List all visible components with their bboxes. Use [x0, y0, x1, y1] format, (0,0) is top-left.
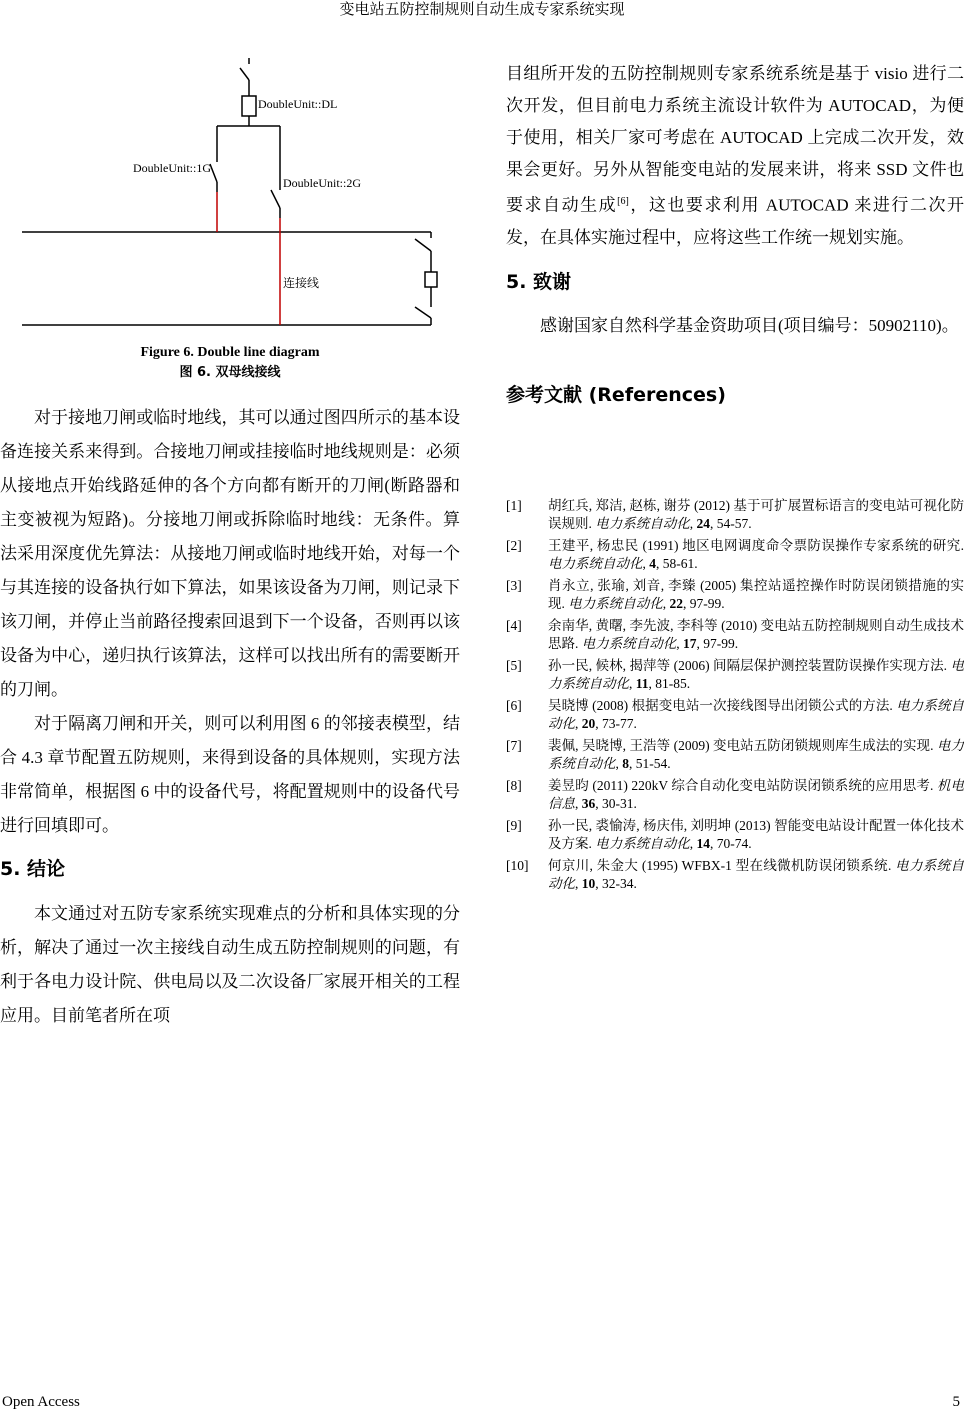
volume: 4	[649, 555, 656, 571]
reference-number: [6]	[506, 698, 522, 713]
breaker-bus-tie	[425, 272, 437, 287]
reference-item: [4] 余南华, 黄曙, 李先波, 李科等 (2010) 变电站五防控制规则自动生成技术思路. 电力系统自动化, 17, 97-99.	[506, 618, 964, 651]
figure-caption-zh: 图 6. 双母线接线	[179, 365, 281, 380]
volume: 14	[696, 835, 710, 851]
citation: [6]	[617, 196, 629, 207]
reference-item: [6] 吴晓博 (2008) 根据变电站一次接线图导出闭锁公式的方法. 电力系统自动化, 20, 73-77.	[506, 698, 964, 731]
reference-item: [7] 裴佩, 吴晓博, 王浩等 (2009) 变电站五防闭锁规则库生成法的实现. 电力系统自动化, 8, 51-54.	[506, 738, 964, 771]
label-2g: DoubleUnit::2G	[283, 176, 361, 190]
footer-open-access: Open Access	[2, 1394, 80, 1410]
volume: 8	[622, 755, 629, 771]
switch-top	[240, 68, 249, 80]
volume: 36	[581, 795, 596, 811]
reference-number: [3]	[506, 578, 522, 593]
label-link: 连接线	[283, 276, 320, 290]
reference-number: [8]	[506, 778, 522, 793]
running-header: 变电站五防控制规则自动生成专家系统实现	[339, 2, 625, 18]
journal: 电力系统自动化	[548, 658, 964, 691]
label-dl: DoubleUnit::DL	[258, 97, 338, 111]
switch-2g	[271, 190, 280, 208]
reference-item: [8] 姜昱昀 (2011) 220kV 综合自动化变电站防误闭锁系统的应用思考. 机电信息, 36, 30-31.	[506, 778, 964, 811]
switch-bus-tie-2	[415, 307, 431, 318]
reference-item: [1] 胡红兵, 郑洁, 赵栋, 谢芬 (2012) 基于可扩展置标语言的变电站可视化防误规则. 电力系统自动化, 24, 54-57.	[506, 498, 964, 531]
section-heading-conclusion: 5. 结论	[0, 858, 66, 880]
paragraph: 感谢国家自然科学基金资助项目(项目编号：50902110)。	[540, 315, 959, 335]
reference-item: [5] 孙一民, 候林, 揭萍等 (2006) 间隔层保护测控装置防误操作实现方法. 电力系统自动化, 11, 81-85.	[506, 658, 964, 691]
journal: 电力系统自动化	[595, 835, 690, 851]
volume: 24	[696, 515, 710, 531]
switch-1g	[210, 164, 217, 182]
reference-number: [10]	[506, 858, 529, 873]
section-heading-ack: 5. 致谢	[506, 270, 572, 293]
reference-number: [2]	[506, 538, 522, 553]
journal: 电力系统自动化	[581, 635, 677, 651]
reference-item: [9] 孙一民, 裘愉涛, 杨庆伟, 刘明坤 (2013) 智能变电站设计配置一体化技术及方案. 电力系统自动化, 14, 70-74.	[506, 818, 964, 851]
figure-caption-en: Figure 6. Double line diagram	[140, 345, 320, 360]
references-heading: 参考文献 (References)	[506, 383, 726, 406]
volume: 11	[635, 675, 649, 691]
journal: 机电信息	[548, 778, 964, 811]
journal: 电力系统自动化	[568, 595, 663, 611]
volume: 20	[581, 715, 596, 731]
reference-number: [1]	[506, 498, 522, 513]
reference-item: [3] 肖永立, 张瑜, 刘音, 李臻 (2005) 集控站遥控操作时防误闭锁措施的实现. 电力系统自动化, 22, 97-99.	[506, 578, 964, 611]
reference-number: [4]	[506, 618, 522, 633]
right-column	[506, 58, 964, 410]
double-line-diagram	[0, 0, 460, 340]
journal: 电力系统自动化	[548, 698, 964, 731]
journal: 电力系统自动化	[595, 515, 690, 531]
reference-item: [2] 王建平, 杨忠民 (1991) 地区电网调度命令票防误操作专家系统的研究. 电力系统自动化, 4, 58-61.	[506, 538, 964, 571]
breaker-dl	[242, 96, 256, 116]
journal: 电力系统自动化	[548, 858, 964, 891]
label-1g: DoubleUnit::1G	[133, 161, 211, 175]
reference-item: [10] 何京川, 朱金大 (1995) WFBX-1 型在线微机防误闭锁系统. 电力系统自动化, 10, 32-34.	[506, 858, 964, 891]
reference-number: [7]	[506, 738, 522, 753]
paragraph: 对于隔离刀闸和开关，则可以利用图 6 的邻接表模型，结合 4.3 章节配置五防规则，来得到设备的具体规则，实现方法非常简单，根据图 6 中的设备代号，将配置规则中的设备代号进行回填即可。	[0, 714, 460, 835]
paragraph: 目组所开发的五防控制规则专家系统系统是基于 visio 进行二次开发，但目前电力系统主流设计软件为 AUTOCAD，为便于使用，相关厂家可考虑在 AUTOCAD 上完成二次开发，效果会更好。另外从智能变电站的发展来讲，将来 SSD 文件也要求自动生成[6]，这也要求利用 AUTOCAD 来进行二次开发，在具体实施过程中，应将这些工作统一规划实施。	[506, 64, 964, 247]
volume: 10	[581, 875, 596, 891]
reference-number: [5]	[506, 658, 522, 673]
volume: 22	[669, 595, 683, 611]
paragraph: 对于接地刀闸或临时地线，其可以通过图四所示的基本设备连接关系来得到。合接地刀闸或挂接临时地线规则是：必须从接地点开始线路延伸的各个方向都有断开的刀闸(断路器和主变被视为短路)。分接地刀闸或拆除临时地线：无条件。算法采用深度优先算法：从接地刀闸或临时地线开始，对每一个与其连接的设备执行如下算法，如果该设备为刀闸，则记录下该刀闸，并停止当前路径搜索回退到下一个设备，否则再以该设备为中心，递归执行该算法，这样可以找出所有的需要断开的刀闸。	[0, 408, 460, 699]
paragraph: 本文通过对五防专家系统实现难点的分析和具体实现的分析，解决了通过一次主接线自动生成五防控制规则的问题，有利于各电力设计院、供电局以及二次设备厂家展开相关的工程应用。目前笔者所在项	[0, 904, 460, 1025]
page-number: 5	[952, 1394, 960, 1410]
journal: 电力系统自动化	[548, 738, 964, 771]
journal: 电力系统自动化	[548, 555, 643, 571]
reference-number: [9]	[506, 818, 522, 833]
volume: 17	[683, 635, 697, 651]
switch-bus-tie-1	[415, 239, 431, 251]
reference-list	[506, 497, 964, 897]
